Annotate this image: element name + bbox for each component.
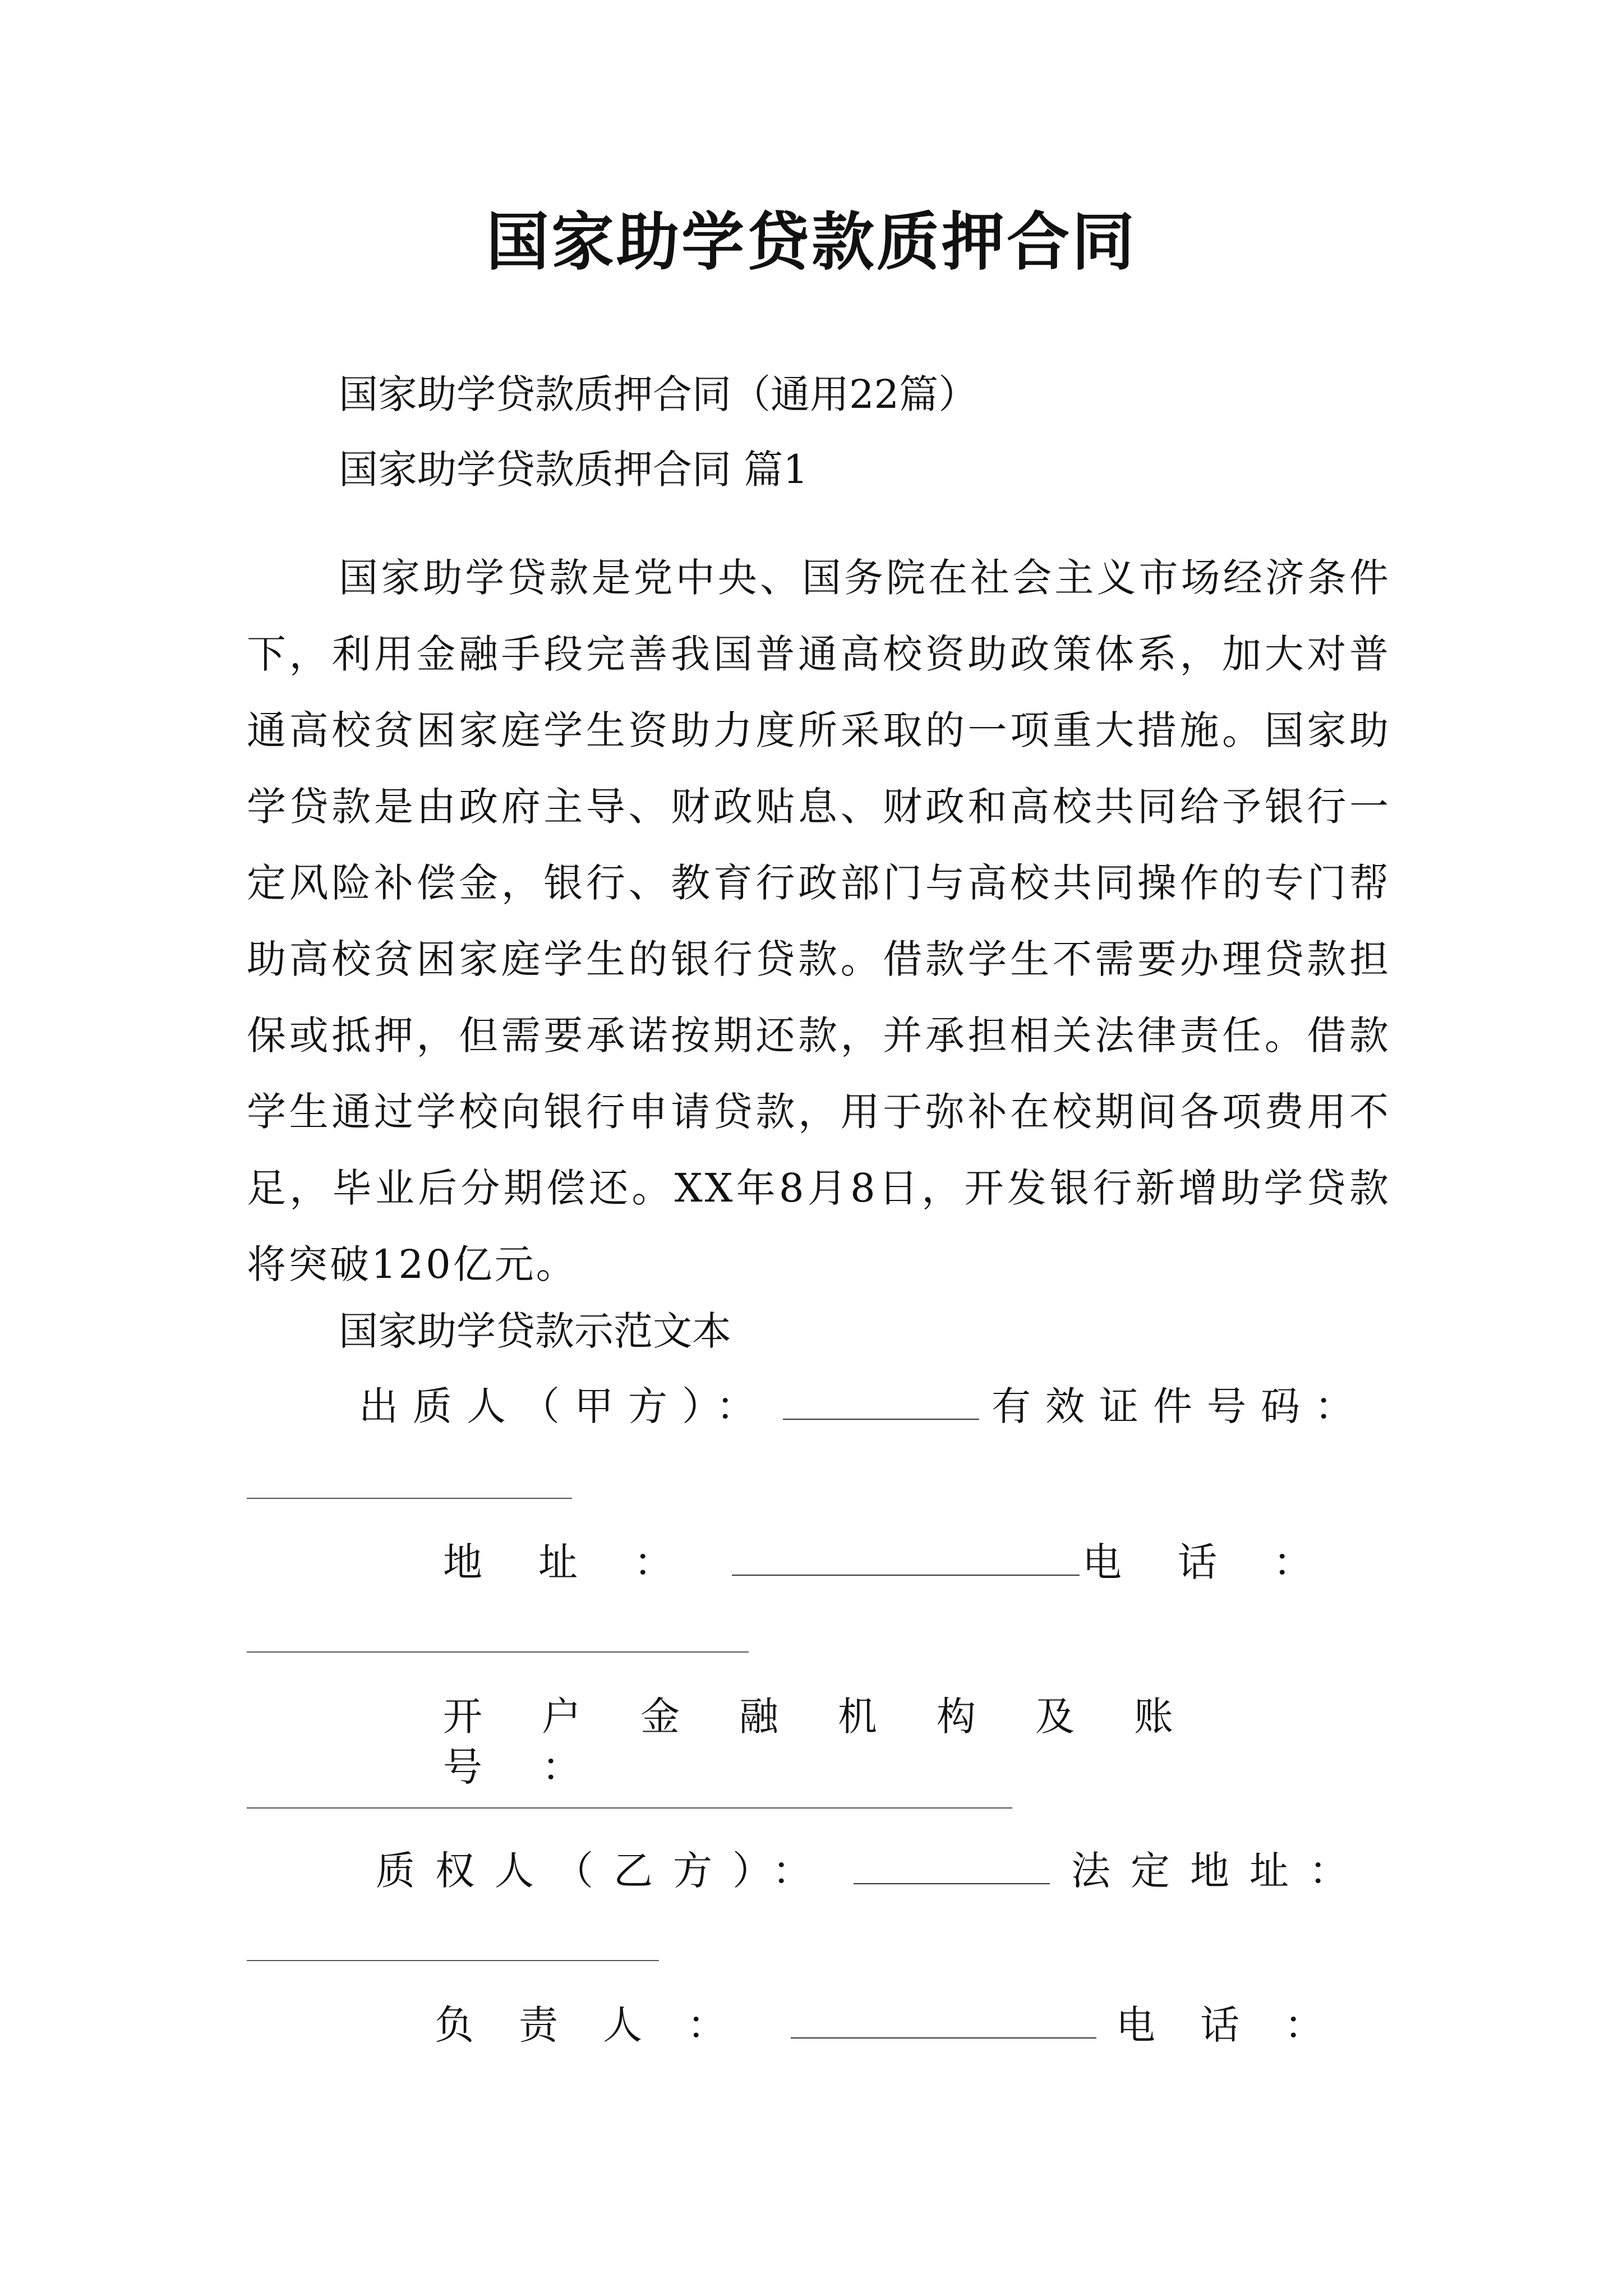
responsible-input[interactable] xyxy=(791,2000,1096,2039)
bank-account-row xyxy=(443,1691,1368,1792)
sample-text-heading: 国家助学贷款示范文本 xyxy=(339,1308,731,1354)
address-input[interactable] xyxy=(732,1538,1080,1576)
section-heading: 国家助学贷款质押合同 篇1 xyxy=(339,447,808,493)
responsible-row xyxy=(435,2000,1368,2050)
pledgee-input[interactable] xyxy=(854,1846,1050,1884)
pledgor-label: 出质人（甲方）： xyxy=(359,1383,770,1429)
legal-address-input[interactable] xyxy=(247,1960,659,1961)
pledgor-input[interactable] xyxy=(783,1382,979,1420)
pledgee-row xyxy=(376,1846,1368,1896)
intro-paragraph: 国家助学贷款是党中央、国务院在社会主义市场经济条件下，利用金融手段完善我国普通高校资助政策体系，加大对普通高校贫困家庭学生资助力度所采取的一项重大措施。国家助学贷款是由政府主导、财政贴息、财政和高校共同给予银行一定风险补偿金，银行、教育行政部门与高校共同操作的专门帮助高校贫困家庭学生的银行贷款。借款学生不需要办理贷款担保或抵押，但需要承诺按期还款，并承担相关法律责任。借款学生通过学校向银行申请贷款，用于弥补在校期间各项费用不足，毕业后分期偿还。XX年8月8日，开发银行新增助学贷款将突破120亿元。 xyxy=(247,555,1391,1287)
phone-label-2: 电话： xyxy=(1116,2002,1368,2048)
id-number-input[interactable] xyxy=(247,1498,572,1499)
address-row xyxy=(443,1537,1368,1588)
bank-account-label: 开户金融机构及账号： xyxy=(443,1694,1233,1790)
legal-address-label: 法定地址： xyxy=(1071,1848,1368,1894)
phone-label: 电话： xyxy=(1082,1539,1368,1585)
bank-account-input[interactable] xyxy=(247,1807,1012,1809)
document-title: 国家助学贷款质押合同 xyxy=(486,205,1137,279)
pledgor-row xyxy=(359,1381,1368,1432)
responsible-label: 负责人： xyxy=(435,2002,771,2048)
document-subtitle: 国家助学贷款质押合同（通用22篇） xyxy=(339,371,978,417)
pledgee-label: 质权人（乙方）： xyxy=(376,1848,832,1894)
id-number-label: 有效证件号码： xyxy=(992,1383,1368,1429)
address-label: 地址： xyxy=(443,1539,729,1585)
phone-input[interactable] xyxy=(247,1651,749,1653)
